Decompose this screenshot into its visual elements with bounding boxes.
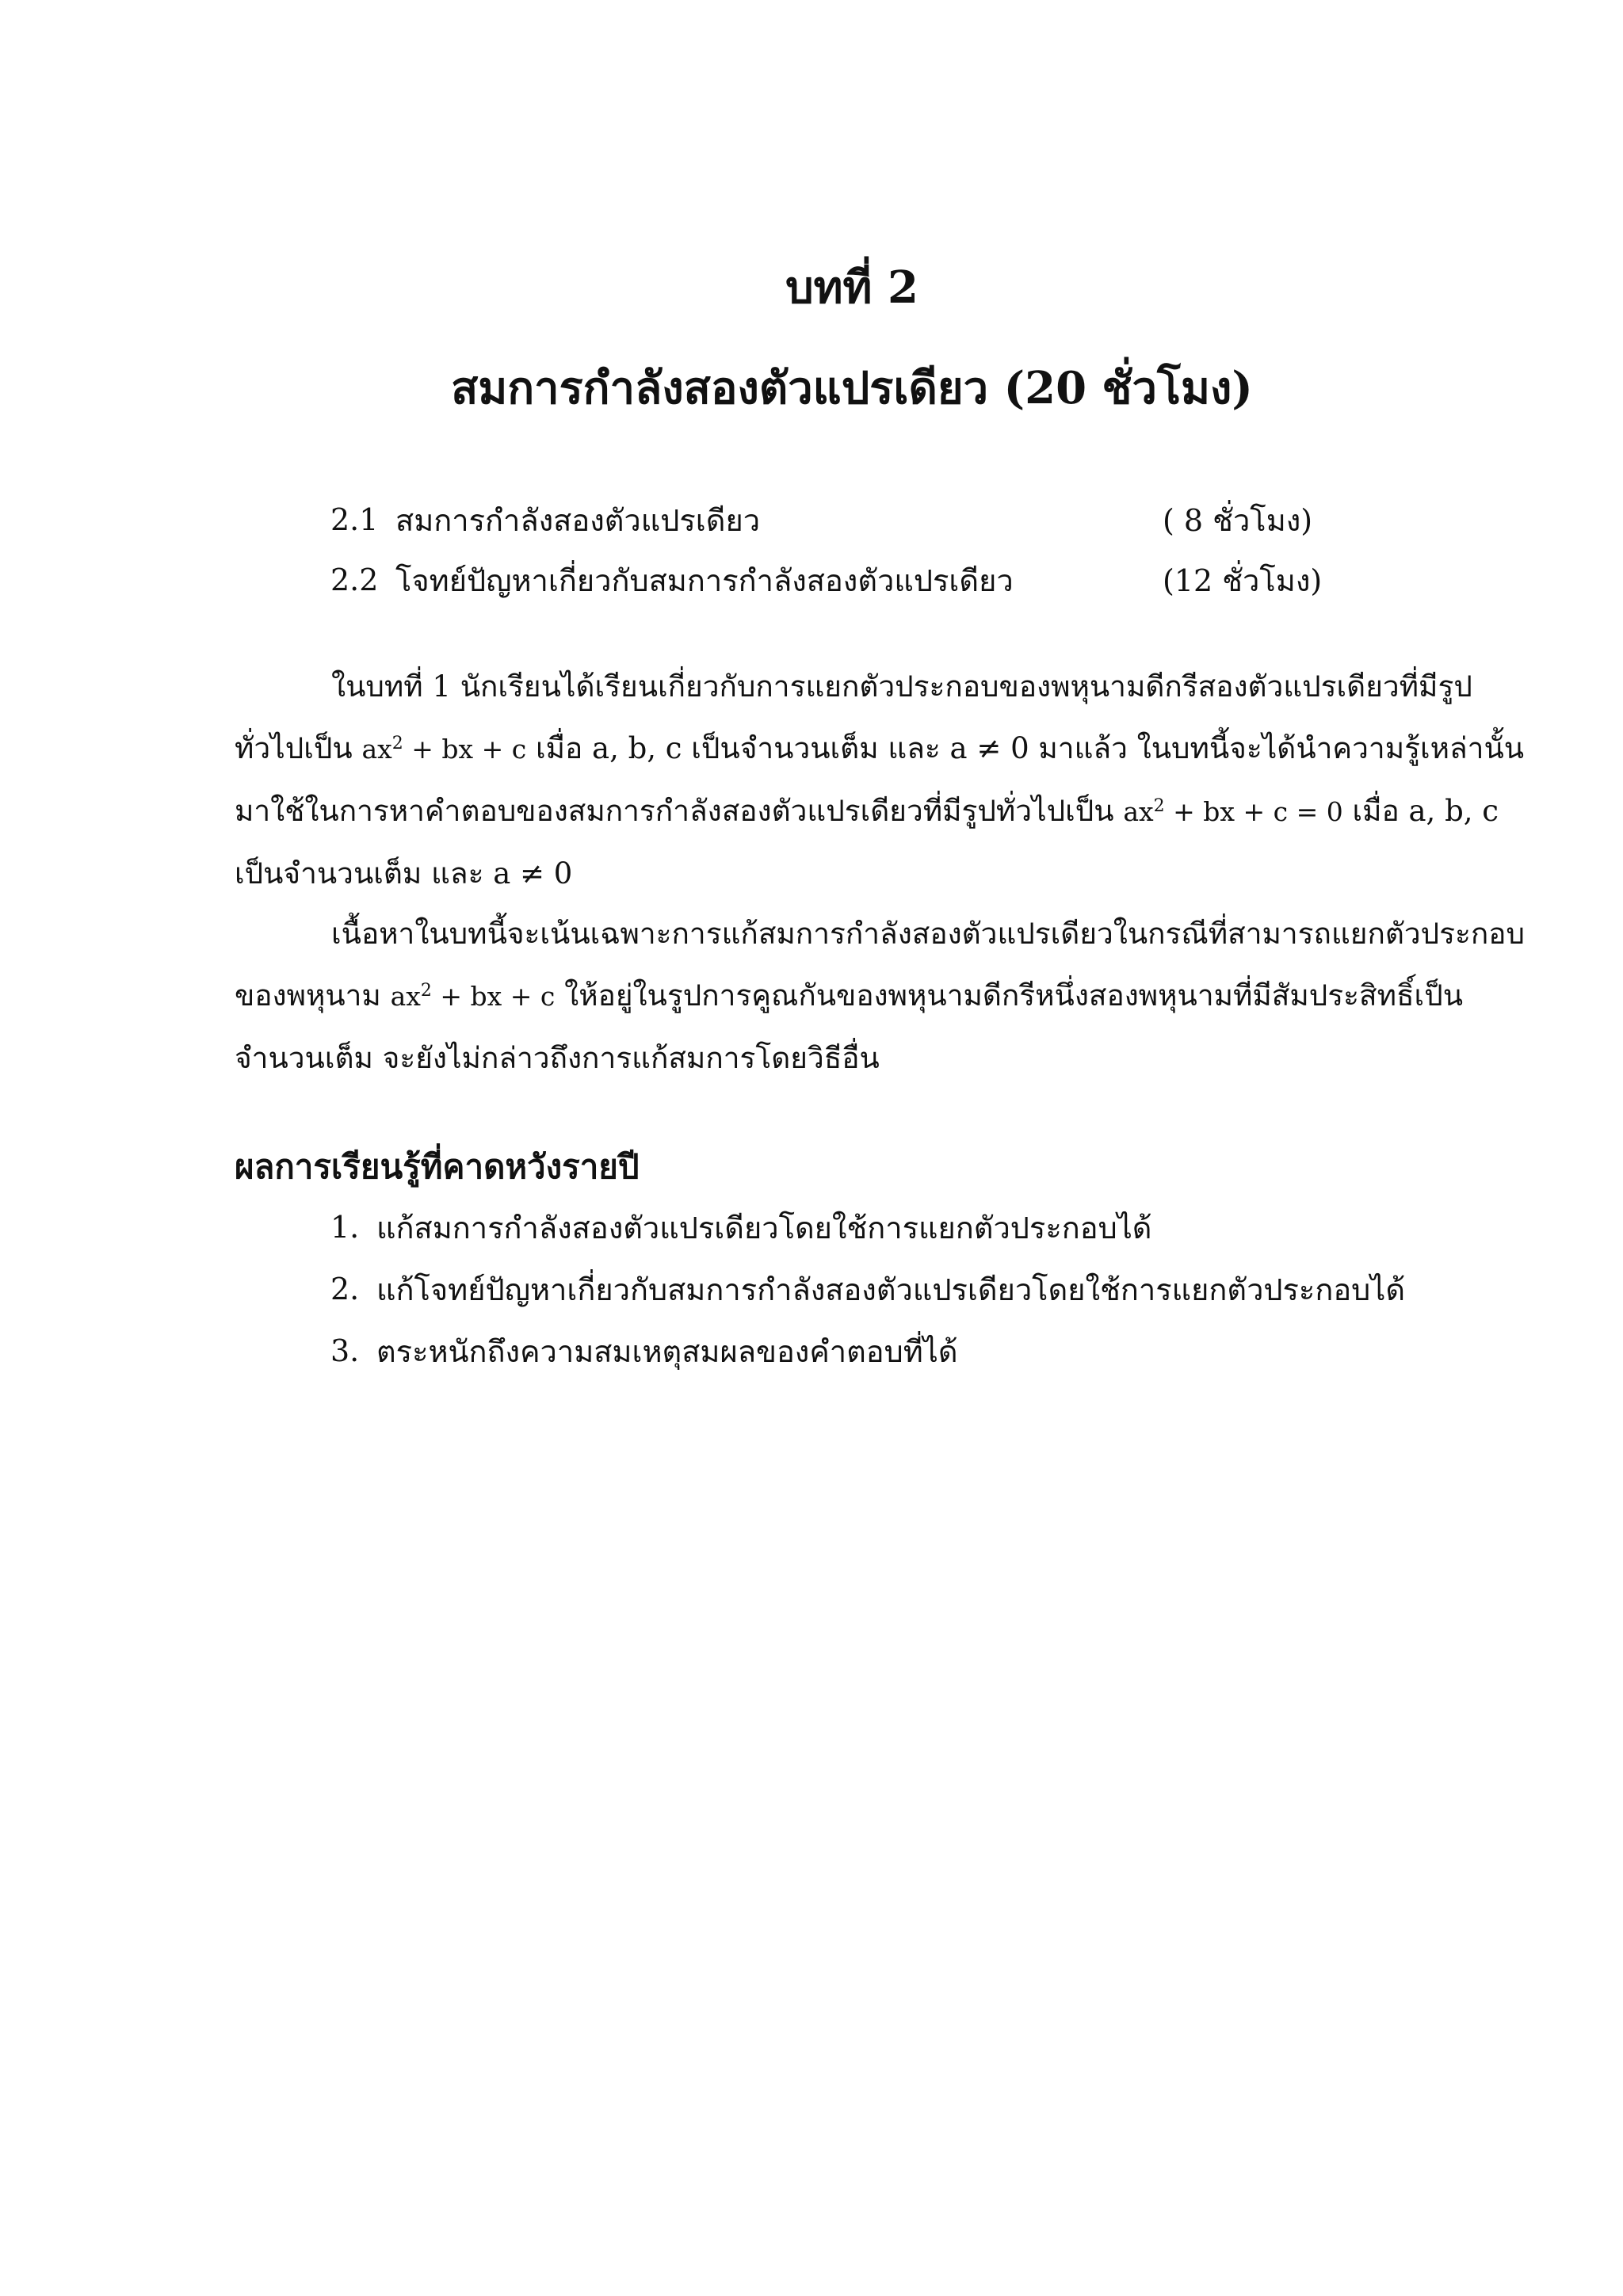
paragraph-line: เป็นจำนวนเต็ม และ a ≠ 0 <box>235 856 573 891</box>
polynomial-expression <box>361 734 526 765</box>
paragraph-line: จำนวนเต็ม จะยังไม่กล่าวถึงการแก้สมการโดยวิธีอื่น <box>235 1041 880 1075</box>
polynomial-expression <box>391 981 556 1012</box>
section-entry <box>330 490 1369 550</box>
chapter-title: สมการกำลังสองตัวแปรเดียว (20 ชั่วโมง) <box>451 362 1253 414</box>
outcome-number: 2. <box>330 1272 360 1306</box>
math-term: ax <box>361 734 392 765</box>
paragraph-line <box>235 780 1499 843</box>
outcome-text: แก้สมการกำลังสองตัวแปรเดียวโดยใช้การแยกตัวประกอบได้ <box>376 1210 1152 1245</box>
math-term: + bx + c = 0 <box>1164 796 1343 827</box>
outcome-text: ตระหนักถึงความสมเหตุสมผลของคำตอบที่ได้ <box>376 1333 958 1369</box>
line-text: เมื่อ a, b, c เป็นจำนวนเต็ม และ a ≠ 0 มาแล้ว ในบทนี้จะได้นำความรู้เหล่านั้น <box>526 731 1525 765</box>
math-term: ax <box>1123 796 1154 827</box>
line-text: ทั่วไปเป็น <box>235 731 362 765</box>
line-text: ให้อยู่ในรูปการคูณกันของพหุนามดีกรีหนึ่งสองพหุนามที่มีสัมประสิทธิ์เป็น <box>555 978 1463 1013</box>
outcomes-heading: ผลการเรียนรู้ที่คาดหวังรายปี <box>235 1147 640 1186</box>
outcome-number: 1. <box>330 1210 360 1245</box>
section-title: โจทย์ปัญหาเกี่ยวกับสมการกำลังสองตัวแปรเดียว <box>395 563 1014 598</box>
section-list <box>330 490 1369 610</box>
section-hours: (12 ชั่วโมง) <box>1163 563 1323 598</box>
math-term: + bx + c <box>431 981 556 1012</box>
paragraph-line: เนื้อหาในบทนี้จะเน้นเฉพาะการแก้สมการกำลังสองตัวแปรเดียวในกรณีที่สามารถแยกตัวประกอบ <box>331 917 1526 951</box>
paragraph-line <box>235 718 1525 780</box>
paragraph-line: ในบทที่ 1 นักเรียนได้เรียนเกี่ยวกับการแยกตัวประกอบของพหุนามดีกรีสองตัวแปรเดียวที่มีรูป <box>331 669 1472 704</box>
exponent: 2 <box>420 981 432 1001</box>
outcome-item <box>330 1320 1405 1382</box>
math-term: + bx + c <box>403 734 527 765</box>
section-hours: ( 8 ชั่วโมง) <box>1163 502 1313 538</box>
outcomes-list <box>330 1196 1405 1382</box>
outcome-item <box>330 1196 1405 1258</box>
paragraph-line <box>235 965 1471 1028</box>
section-title: สมการกำลังสองตัวแปรเดียว <box>395 502 761 538</box>
chapter-number: บทที่ 2 <box>785 261 918 314</box>
section-number: 2.2 <box>330 563 379 597</box>
intro-paragraph-2 <box>235 903 1526 1089</box>
line-text: มาใช้ในการหาคำตอบของสมการกำลังสองตัวแปรเดียวที่มีรูปทั่วไปเป็น <box>235 794 1124 828</box>
outcome-item <box>330 1258 1405 1320</box>
exponent: 2 <box>391 734 403 753</box>
section-number: 2.1 <box>330 502 379 537</box>
equation-expression <box>1123 796 1342 827</box>
line-text: ของพหุนาม <box>235 978 391 1013</box>
section-entry <box>330 550 1369 610</box>
outcome-text: แก้โจทย์ปัญหาเกี่ยวกับสมการกำลังสองตัวแปรเดียวโดยใช้การแยกตัวประกอบได้ <box>376 1272 1406 1307</box>
intro-paragraph-1 <box>235 656 1525 905</box>
math-term: ax <box>390 981 421 1012</box>
exponent: 2 <box>1153 796 1165 816</box>
outcome-number: 3. <box>330 1333 360 1368</box>
line-text: เมื่อ a, b, c <box>1342 794 1499 828</box>
